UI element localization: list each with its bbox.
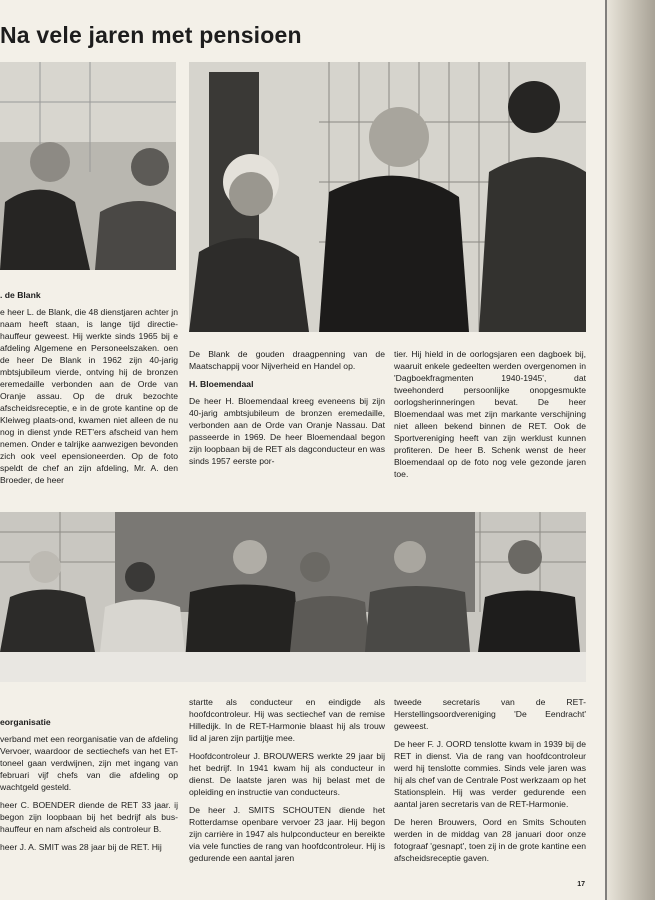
paragraph: De Blank de gouden draagpenning van de Maatschappij voor Nijverheid en Handel op. [189,349,385,371]
page-edge [607,0,655,900]
section-heading-reorganisatie: eorganisatie [0,717,51,727]
paragraph: heer J. A. SMIT was 28 jaar bij de RET. Hij [0,842,162,852]
middle-column [189,348,385,473]
paragraph: De heer F. J. OORD tenslotte kwam in 1939 bij de RET in dienst. Via de rang van hoofdcontroleur werd hij tenslotte commies. Sinds vele jaren was hij als chef van de Centrale Post werkzaam op het Stationsplein. Hij was verder gedurende een aantal jaren secretaris van de RET-Harmonie. [394,739,586,809]
bottom-left-column [0,712,178,859]
left-column [0,285,178,492]
section-heading-de-blank: . de Blank [0,290,41,300]
photo-de-blank [0,62,176,270]
page-edge-line [605,0,607,900]
photo-group-receptie [0,512,586,682]
page-title: Na vele jaren met pensioen [0,22,302,48]
paragraph: De heer H. Bloemendaal kreeg eveneens bij zijn 40-jarig ambtsjubileum de bronzen eremedaille, verbonden aan de Orde van Oranje Nassau. Dat passeerde in 1969. De heer Bloemendaal begon zijn loopbaan bij de RET als dagconducteur en was sinds 1957 eerste por- [189,396,385,466]
paragraph: De heren Brouwers, Oord en Smits Schouten werden in de middag van 28 januari door onze fotograaf 'gesnapt', toen zij in de grote kantine een afscheidsreceptie gaven. [394,817,586,863]
paragraph: heer C. BOENDER diende de RET 33 jaar. ij begon zijn loopbaan bij het bedrijf als bus-hauffeur en nam afscheid als controleur B. [0,800,178,834]
section-heading-bloemendaal: H. Bloemendaal [189,379,254,389]
paragraph: e heer L. de Blank, die 48 dienstjaren achter jn naam heeft staan, is lange tijd directie-hauffeur geweest. Hij werkte sinds 1965 bij e afdeling Algemene en Personeelszaken. oen de heer De Blank in 1962 zijn 40-jarig mbtsjubileum vierde, ontving hij de bronzen eremedaille verbonden aan de Orde van Oranje assau. Op de druk bezochte afscheidsreceptie, e in de grote kantine op de Kleiweg plaats-ond, kwamen niet alleen de nu nog in dienst ynde RET'ers afscheid van hem nemen. Onder e talrijke aanwezigen bevonden zich ook veel epensioneerden. Op de foto speldt de chef an zijn afdeling, Mr. A. den Broeder, de heer [0,307,178,485]
bottom-middle-column [189,696,385,870]
paragraph: De heer J. SMITS SCHOUTEN diende het Rotterdamse openbare vervoer 23 jaar. Hij begon zijn carrière in 1947 als hulpconducteur en bereikte via vele functies de rang van hoofdcontroleur. Hij is gedurende een aantal jaren [189,805,385,863]
photo-bloemendaal [189,62,586,332]
paragraph: verband met een reorganisatie van de afdeling Vervoer, waardoor de sectiechefs van het ET-toneel gaan verdwijnen, zijn met ingang van februari vijf chefs van die afdeling op wachtgeld gesteld. [0,734,178,792]
paragraph: tier. Hij hield in de oorlogsjaren een dagboek bij, waaruit enkele gedeelten werden overgenomen in 'Dagboekfragmenten 1940-1945', dat tweehonderd persoonlijke onopgesmukte oorlogsherinneringen bevat. De heer Bloemendaal was met zijn markante verschijning niet alleen bekend binnen de RET. Ook de Sportvereniging heeft van zijn werklust kunnen profiteren. De heer B. Schenk wenst de heer Bloemendaal op de foto nog vele gezonde jaren toe. [394,349,586,479]
paragraph: tweede secretaris van de RET-Herstellingsoordvereniging 'De Eendracht' geweest. [394,697,586,731]
paragraph: startte als conducteur en eindigde als hoofdcontroleur. Hij was sectiechef van de remise Hilledijk. In de RET-Harmonie blaast hij als trouw lid al jaren zijn partijtje mee. [189,697,385,743]
paragraph: Hoofdcontroleur J. BROUWERS werkte 29 jaar bij het bedrijf. In 1941 kwam hij als conducteur in dienst. De laatste jaren was hij belast met de opleiding en instructie van conducteurs. [189,751,385,797]
page-number: 17 [577,881,585,888]
right-column [394,348,586,486]
bottom-right-column [394,696,586,870]
